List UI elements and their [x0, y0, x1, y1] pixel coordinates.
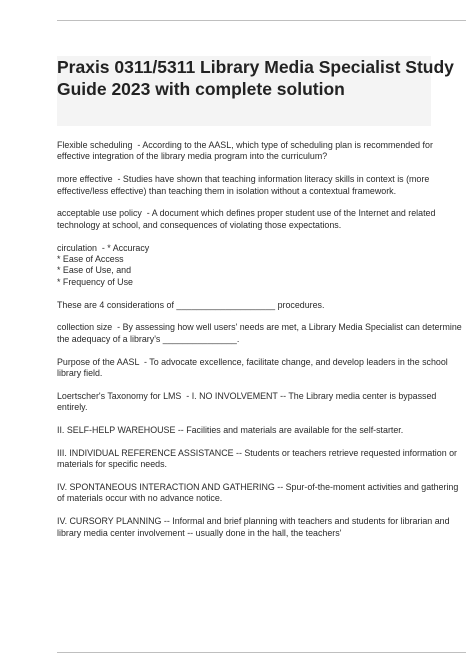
entry-flexible-scheduling: Flexible scheduling - According to the AASL, which type of scheduling plan is recommended for effective integration of the library media program into the curriculum?	[57, 140, 436, 162]
entry-individual-reference: III. INDIVIDUAL REFERENCE ASSISTANCE -- Students or teachers retrieve requested information or materials for specific needs.	[57, 447, 460, 470]
entry-self-help-warehouse: II. SELF-HELP WAREHOUSE -- Facilities and materials are available for the self-starter.	[57, 425, 404, 436]
document-title: Praxis 0311/5311 Library Media Specialist Study Guide 2023 with complete solution	[57, 57, 454, 99]
entry-cursory-planning: IV. CURSORY PLANNING -- Informal and brief planning with teachers and students for librarian and library media center involvement -- usually done in the hall, the teachers'	[57, 516, 452, 538]
entry-purpose-aasl: Purpose of the AASL - To advocate excellence, facilitate change, and develop leaders in the school library field.	[57, 356, 451, 379]
entry-acceptable-use-policy: acceptable use policy - A document which defines proper student use of the Internet and related technology at school, and consequences of violating those expectations.	[57, 208, 438, 230]
entry-loertscher-taxonomy: Loertscher's Taxonomy for LMS - I. NO INVOLVEMENT -- The Library media center is bypassed entirely.	[57, 390, 439, 413]
entry-more-effective: more effective - Studies have shown that teaching information literacy skills in context is (more effective/less effective) than teaching them in isolation without a contextual framework.	[57, 174, 432, 196]
entry-spontaneous-interaction: IV. SPONTANEOUS INTERACTION AND GATHERING -- Spur-of-the-moment activities and gathering of materials occur with no advance notice.	[57, 482, 461, 504]
entry-circulation: circulation - * Accuracy * Ease of Access * Ease of Use, and * Frequency of Use	[57, 242, 150, 287]
top-divider	[57, 20, 466, 21]
document-body	[57, 140, 467, 550]
bottom-divider	[57, 652, 466, 653]
entry-considerations: These are 4 considerations of ____________________ procedures.	[57, 299, 325, 310]
entry-collection-size: collection size - By assessing how well users' needs are met, a Library Media Specialist can determine the adequacy of a library's _______________.	[57, 322, 465, 344]
